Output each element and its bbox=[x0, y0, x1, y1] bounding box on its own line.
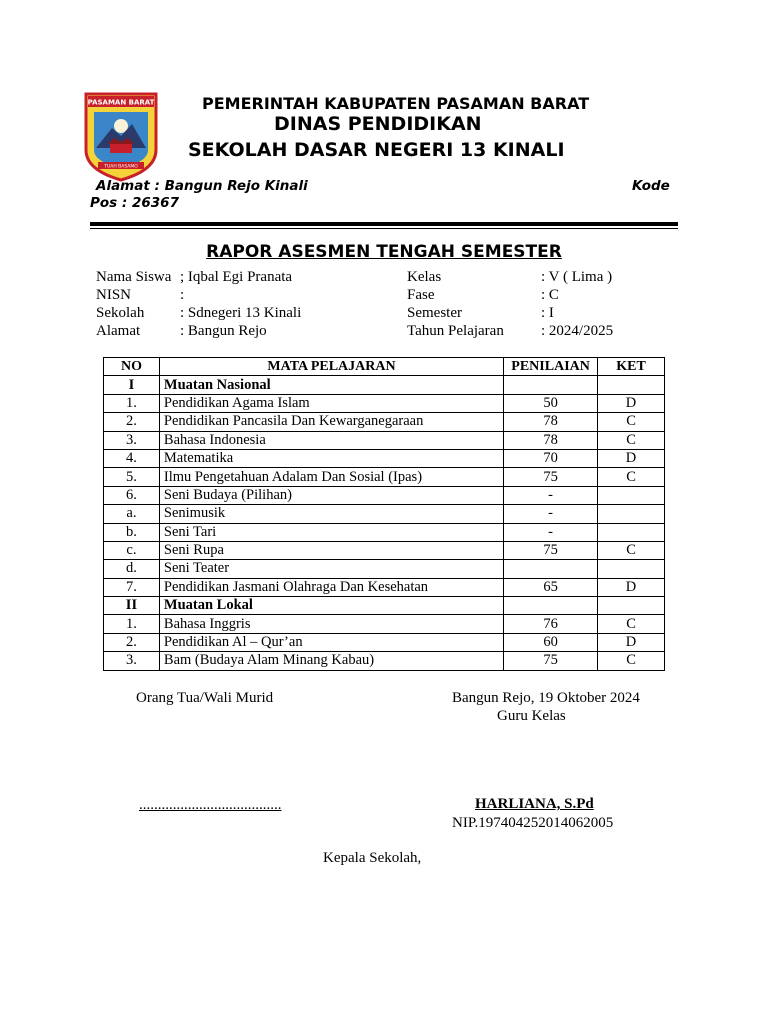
value-sekolah: : Sdnegeri 13 Kinali bbox=[180, 305, 302, 321]
cell-mata-pelajaran: Bahasa Inggris bbox=[159, 615, 503, 633]
cell-no: I bbox=[104, 376, 160, 394]
header-department: DINAS PENDIDIKAN bbox=[274, 113, 482, 135]
grades-table-body bbox=[104, 376, 665, 670]
cell-ket bbox=[598, 597, 665, 615]
cell-no: 5. bbox=[104, 468, 160, 486]
cell-ket bbox=[598, 505, 665, 523]
logo-house bbox=[110, 144, 132, 153]
header-no: NO bbox=[104, 358, 160, 376]
table-row bbox=[104, 431, 665, 449]
cell-no: 1. bbox=[104, 615, 160, 633]
table-row bbox=[104, 541, 665, 559]
table-row bbox=[104, 523, 665, 541]
cell-no: 4. bbox=[104, 449, 160, 467]
place-date: Bangun Rejo, 19 Oktober 2024 bbox=[452, 690, 640, 706]
postal-kode-text: Kode bbox=[632, 178, 670, 194]
header-penilaian: PENILAIAN bbox=[504, 358, 598, 376]
cell-mata-pelajaran: Pendidikan Agama Islam bbox=[159, 394, 503, 412]
cell-no: 3. bbox=[104, 431, 160, 449]
cell-mata-pelajaran: Bahasa Indonesia bbox=[159, 431, 503, 449]
table-row bbox=[104, 615, 665, 633]
cell-no: II bbox=[104, 597, 160, 615]
cell-mata-pelajaran: Pendidikan Jasmani Olahraga Dan Kesehatan bbox=[159, 578, 503, 596]
value-semester: : I bbox=[541, 305, 554, 321]
cell-penilaian: 78 bbox=[504, 431, 598, 449]
cell-ket bbox=[598, 376, 665, 394]
cell-penilaian: 60 bbox=[504, 633, 598, 651]
value-nisn: : bbox=[180, 287, 185, 303]
table-row bbox=[104, 486, 665, 504]
table-row bbox=[104, 652, 665, 670]
value-tahun: : 2024/2025 bbox=[541, 323, 614, 339]
cell-ket: D bbox=[598, 449, 665, 467]
cell-mata-pelajaran: Bam (Budaya Alam Minang Kabau) bbox=[159, 652, 503, 670]
table-row bbox=[104, 578, 665, 596]
header-school: SEKOLAH DASAR NEGERI 13 KINALI bbox=[188, 139, 565, 161]
value-nama: ; Iqbal Egi Pranata bbox=[180, 269, 293, 285]
cell-no: d. bbox=[104, 560, 160, 578]
cell-penilaian: 78 bbox=[504, 413, 598, 431]
logo-banner-text: PASAMAN BARAT bbox=[87, 98, 155, 107]
cell-ket: C bbox=[598, 652, 665, 670]
value-fase: : C bbox=[541, 287, 559, 303]
cell-ket: C bbox=[598, 541, 665, 559]
cell-ket: C bbox=[598, 431, 665, 449]
pasaman-barat-logo bbox=[84, 92, 158, 182]
cell-no: a. bbox=[104, 505, 160, 523]
letterhead-rule-thin bbox=[90, 228, 678, 229]
table-row bbox=[104, 560, 665, 578]
header-government: PEMERINTAH KABUPATEN PASAMAN BARAT bbox=[202, 94, 590, 113]
header-mata-pelajaran: MATA PELAJARAN bbox=[159, 358, 503, 376]
cell-penilaian bbox=[504, 560, 598, 578]
table-row bbox=[104, 413, 665, 431]
postal-code-text: Pos : 26367 bbox=[90, 195, 179, 211]
table-row bbox=[104, 449, 665, 467]
table-header-row bbox=[104, 358, 665, 376]
label-alamat: Alamat bbox=[96, 323, 141, 339]
cell-ket: D bbox=[598, 394, 665, 412]
cell-no: 3. bbox=[104, 652, 160, 670]
label-sekolah: Sekolah bbox=[96, 305, 145, 321]
cell-penilaian: 70 bbox=[504, 449, 598, 467]
table-row bbox=[104, 394, 665, 412]
cell-mata-pelajaran: Seni Tari bbox=[159, 523, 503, 541]
cell-ket: D bbox=[598, 578, 665, 596]
cell-mata-pelajaran: Seni Budaya (Pilihan) bbox=[159, 486, 503, 504]
cell-mata-pelajaran: Muatan Lokal bbox=[159, 597, 503, 615]
logo-motto-text: TUAH BASAMO bbox=[104, 164, 138, 170]
cell-no: 6. bbox=[104, 486, 160, 504]
cell-ket: C bbox=[598, 615, 665, 633]
cell-mata-pelajaran: Muatan Nasional bbox=[159, 376, 503, 394]
cell-no: 2. bbox=[104, 413, 160, 431]
parent-signature-line: ...................................... bbox=[139, 797, 282, 813]
cell-no: 2. bbox=[104, 633, 160, 651]
label-kelas: Kelas bbox=[407, 269, 442, 285]
section-row bbox=[104, 597, 665, 615]
parent-label: Orang Tua/Wali Murid bbox=[136, 690, 274, 706]
cell-no: b. bbox=[104, 523, 160, 541]
cell-penilaian: - bbox=[504, 523, 598, 541]
address-text: Alamat : Bangun Rejo Kinali bbox=[96, 178, 308, 194]
table-row bbox=[104, 468, 665, 486]
cell-mata-pelajaran: Ilmu Pengetahuan Adalam Dan Sosial (Ipas) bbox=[159, 468, 503, 486]
cell-ket bbox=[598, 560, 665, 578]
value-alamat: : Bangun Rejo bbox=[180, 323, 267, 339]
cell-mata-pelajaran: Pendidikan Pancasila Dan Kewarganegaraan bbox=[159, 413, 503, 431]
cell-penilaian: 75 bbox=[504, 652, 598, 670]
cell-no: c. bbox=[104, 541, 160, 559]
label-tahun: Tahun Pelajaran bbox=[407, 323, 504, 339]
table-row bbox=[104, 633, 665, 651]
cell-no: 7. bbox=[104, 578, 160, 596]
cell-penilaian: - bbox=[504, 505, 598, 523]
cell-mata-pelajaran: Matematika bbox=[159, 449, 503, 467]
section-row bbox=[104, 376, 665, 394]
cell-ket bbox=[598, 523, 665, 541]
label-semester: Semester bbox=[407, 305, 462, 321]
label-fase: Fase bbox=[407, 287, 435, 303]
table-row bbox=[104, 505, 665, 523]
cell-ket: D bbox=[598, 633, 665, 651]
value-kelas: : V ( Lima ) bbox=[541, 269, 613, 285]
cell-ket: C bbox=[598, 413, 665, 431]
cell-ket bbox=[598, 486, 665, 504]
cell-mata-pelajaran: Seni Rupa bbox=[159, 541, 503, 559]
cell-mata-pelajaran: Pendidikan Al – Qur’an bbox=[159, 633, 503, 651]
letterhead-rule-thick bbox=[90, 222, 678, 226]
grades-table bbox=[103, 357, 665, 671]
cell-no: 1. bbox=[104, 394, 160, 412]
header-ket: KET bbox=[598, 358, 665, 376]
cell-mata-pelajaran: Seni Teater bbox=[159, 560, 503, 578]
principal-label: Kepala Sekolah, bbox=[323, 850, 422, 866]
cell-penilaian: 50 bbox=[504, 394, 598, 412]
cell-penilaian bbox=[504, 597, 598, 615]
cell-mata-pelajaran: Senimusik bbox=[159, 505, 503, 523]
cell-penilaian: 75 bbox=[504, 541, 598, 559]
cell-penilaian bbox=[504, 376, 598, 394]
cell-ket: C bbox=[598, 468, 665, 486]
cell-penilaian: 76 bbox=[504, 615, 598, 633]
cell-penilaian: - bbox=[504, 486, 598, 504]
teacher-label: Guru Kelas bbox=[497, 708, 566, 724]
teacher-name: HARLIANA, S.Pd bbox=[475, 796, 594, 812]
cell-penilaian: 65 bbox=[504, 578, 598, 596]
label-nama: Nama Siswa bbox=[96, 269, 172, 285]
report-title: RAPOR ASESMEN TENGAH SEMESTER bbox=[206, 242, 562, 262]
cell-penilaian: 75 bbox=[504, 468, 598, 486]
teacher-nip: NIP.197404252014062005 bbox=[452, 815, 614, 831]
label-nisn: NISN bbox=[96, 287, 132, 303]
